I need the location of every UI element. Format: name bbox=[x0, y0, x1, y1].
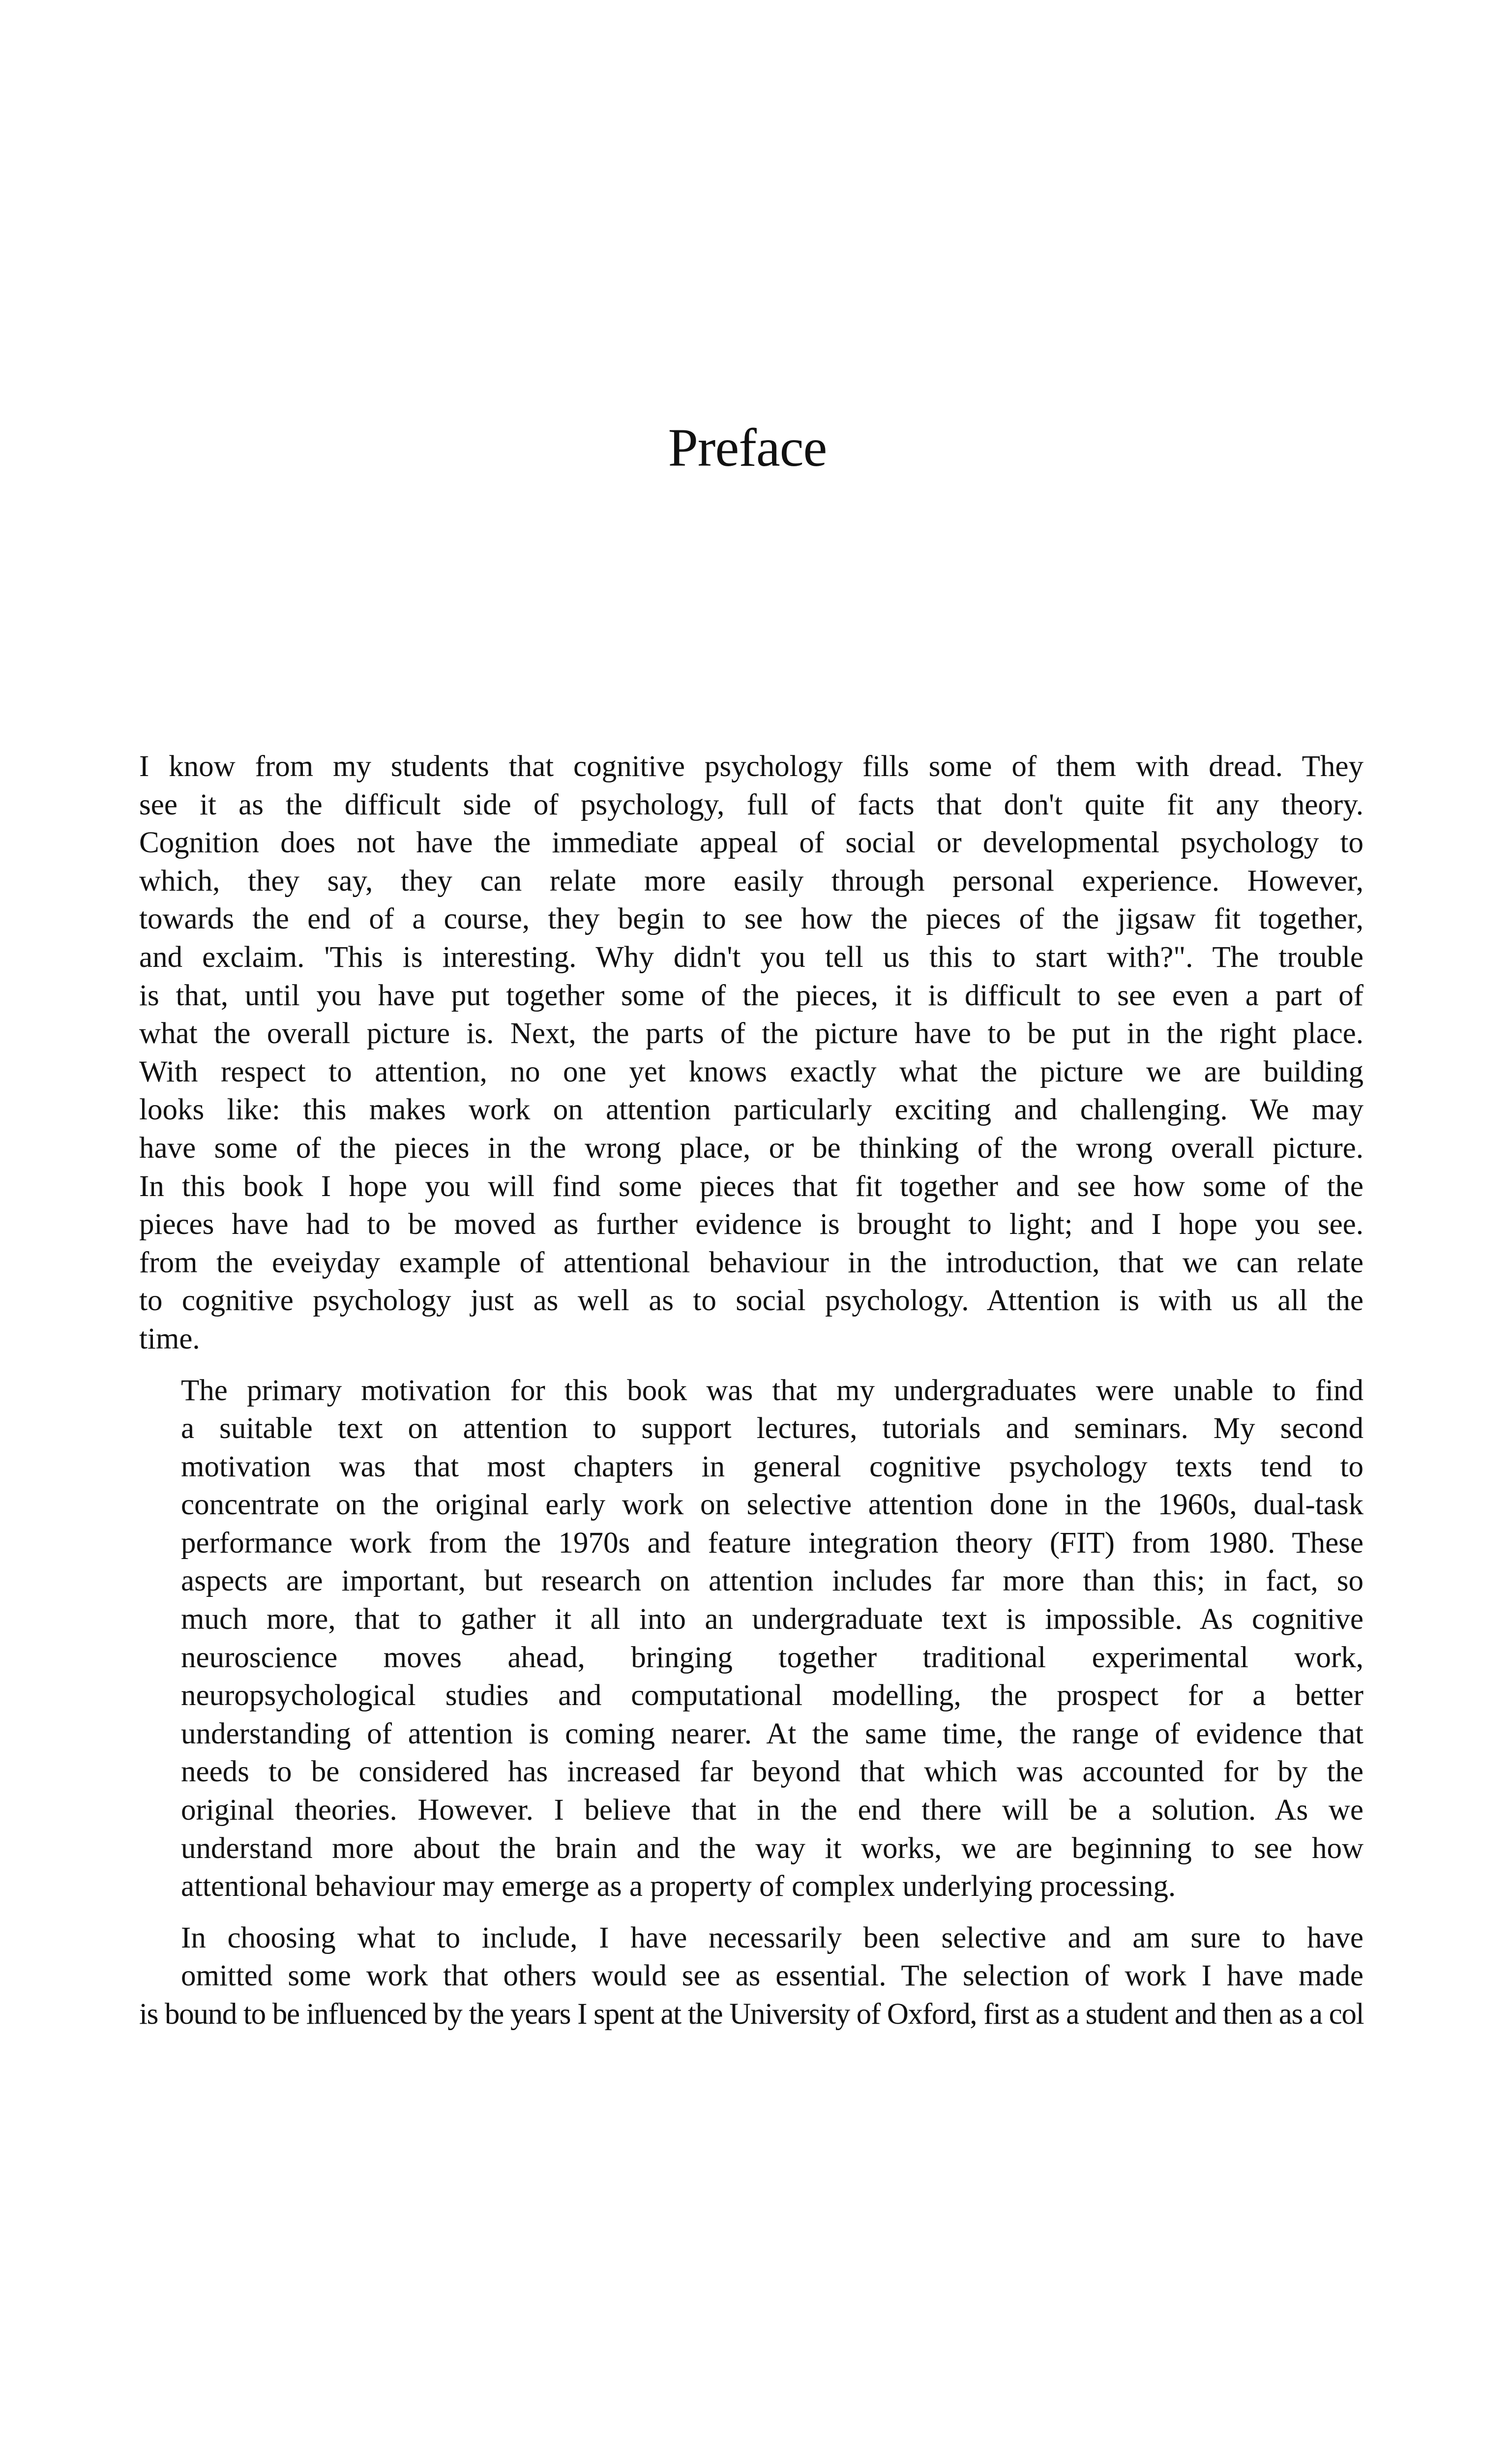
text-line: pieces have had to be moved as further evidence is brought to light; and I hope you see. bbox=[139, 1208, 1364, 1241]
text-line: original theories. However. I believe that in the end there will be a solution. As we bbox=[181, 1794, 1364, 1827]
text-line: understand more about the brain and the way it works, we are beginning to see how bbox=[181, 1831, 1364, 1865]
text-line: from the eveiyday example of attentional behaviour in the introduction, that we can relate bbox=[139, 1246, 1364, 1279]
paragraph-1 bbox=[139, 748, 1364, 1358]
text-line: performance work from the 1970s and feature integration theory (FIT) from 1980. These bbox=[181, 1526, 1364, 1559]
text-line: With respect to attention, no one yet knows exactly what the picture we are building bbox=[139, 1055, 1364, 1088]
page-title: Preface bbox=[668, 418, 827, 478]
text-line: concentrate on the original early work on selective attention done in the 1960s, dual-task bbox=[181, 1488, 1364, 1522]
text-line: In this book I hope you will find some pieces that fit together and see how some of the bbox=[139, 1170, 1364, 1203]
text-line: aspects are important, but research on attention includes far more than this; in fact, so bbox=[181, 1564, 1364, 1598]
text-line: see it as the difficult side of psychology, full of facts that don't quite fit any theory. bbox=[139, 788, 1364, 821]
text-line: is that, until you have put together some of the pieces, it is difficult to see even a part of bbox=[139, 979, 1364, 1012]
text-line: towards the end of a course, they begin to see how the pieces of the jigsaw fit together, bbox=[139, 902, 1364, 936]
text-line: motivation was that most chapters in general cognitive psychology texts tend to bbox=[181, 1450, 1364, 1483]
text-line: attentional behaviour may emerge as a property of complex underlying processing. bbox=[181, 1870, 1176, 1903]
text-line: needs to be considered has increased far beyond that which was accounted for by the bbox=[181, 1755, 1364, 1789]
text-line: neuropsychological studies and computational modelling, the prospect for a better bbox=[181, 1679, 1364, 1712]
text-line: time. bbox=[139, 1322, 200, 1355]
text-line: and exclaim. 'This is interesting. Why didn't you tell us this to start with?". The trouble bbox=[139, 940, 1364, 974]
text-line: a suitable text on attention to support lectures, tutorials and seminars. My second bbox=[181, 1412, 1364, 1445]
text-line: is bound to be influenced by the years I spent at the University of Oxford, first as a student and then as a col bbox=[139, 1998, 1364, 2031]
text-line: looks like: this makes work on attention particularly exciting and challenging. We may bbox=[139, 1093, 1364, 1127]
paragraph-3 bbox=[139, 1919, 1364, 2034]
text-line: what the overall picture is. Next, the parts of the picture have to be put in the right place. bbox=[139, 1017, 1364, 1050]
text-line: which, they say, they can relate more easily through personal experience. However, bbox=[139, 864, 1364, 898]
preface-body bbox=[139, 748, 1364, 2034]
text-line: much more, that to gather it all into an undergraduate text is impossible. As cognitive bbox=[181, 1603, 1364, 1636]
text-line: neuroscience moves ahead, bringing together traditional experimental work, bbox=[181, 1641, 1364, 1674]
text-line: to cognitive psychology just as well as to social psychology. Attention is with us all the bbox=[139, 1284, 1364, 1318]
text-line: omitted some work that others would see as essential. The selection of work I have made bbox=[181, 1959, 1364, 1993]
text-line: The primary motivation for this book was that my undergraduates were unable to find bbox=[181, 1374, 1364, 1407]
text-line: have some of the pieces in the wrong place, or be thinking of the wrong overall picture. bbox=[139, 1131, 1364, 1165]
paragraph-2 bbox=[139, 1372, 1364, 1906]
text-line: Cognition does not have the immediate appeal of social or developmental psychology to bbox=[139, 826, 1364, 860]
text-line: I know from my students that cognitive psychology fills some of them with dread. They bbox=[139, 750, 1364, 783]
text-line: understanding of attention is coming nearer. At the same time, the range of evidence that bbox=[181, 1717, 1364, 1750]
text-line: In choosing what to include, I have necessarily been selective and am sure to have bbox=[181, 1921, 1364, 1954]
